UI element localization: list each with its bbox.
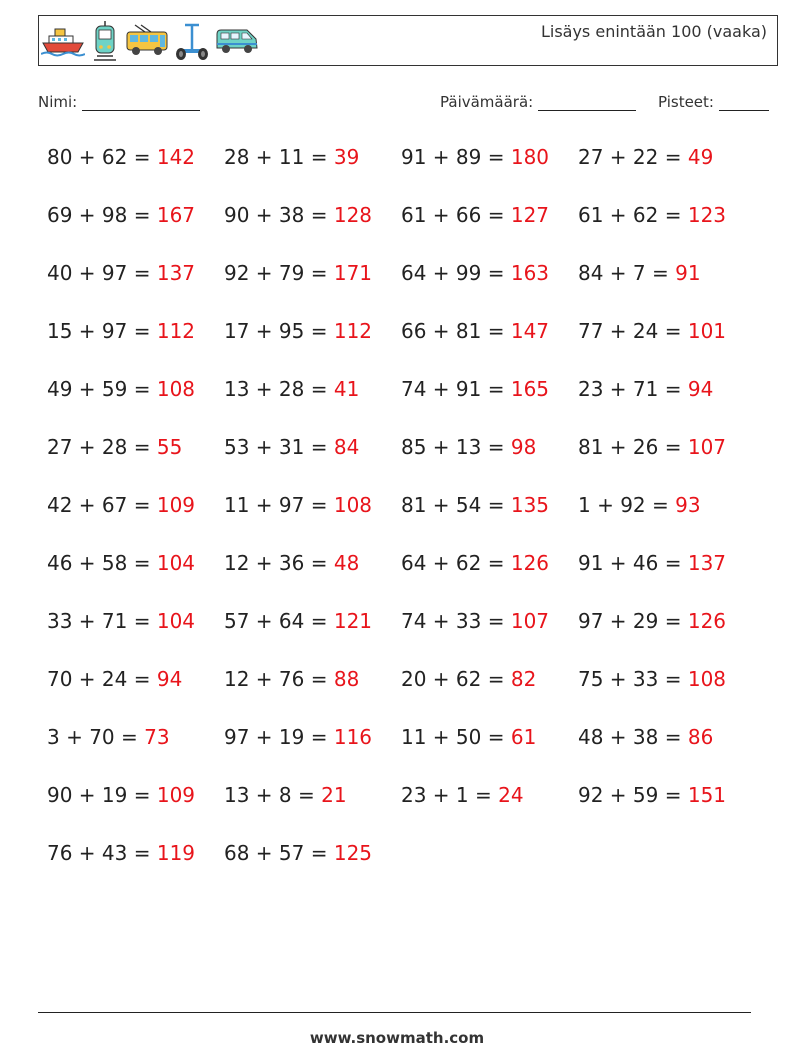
problem-item (224, 667, 359, 691)
problem-item (578, 667, 726, 691)
problem-question: 42 + 67 = (47, 493, 157, 517)
problem-item (224, 609, 372, 633)
problem-answer: 123 (687, 203, 727, 227)
problem-answer: 109 (156, 493, 196, 517)
problem-question: 97 + 29 = (578, 609, 688, 633)
problem-answer: 147 (510, 319, 550, 343)
problem-item (401, 667, 536, 691)
problem-item (224, 841, 372, 865)
problem-answer: 112 (333, 319, 373, 343)
problem-question: 92 + 79 = (224, 261, 334, 285)
problem-answer: 49 (687, 145, 714, 169)
problem-answer: 107 (510, 609, 550, 633)
problem-item (578, 145, 713, 169)
problem-item (47, 261, 195, 285)
problem-question: 84 + 7 = (578, 261, 676, 285)
problem-item (47, 145, 195, 169)
problem-answer: 104 (156, 609, 196, 633)
problem-answer: 127 (510, 203, 550, 227)
problem-question: 46 + 58 = (47, 551, 157, 575)
problem-answer: 39 (333, 145, 360, 169)
problem-question: 90 + 19 = (47, 783, 157, 807)
problem-answer: 135 (510, 493, 550, 517)
problem-question: 61 + 62 = (578, 203, 688, 227)
problem-item (224, 145, 359, 169)
problem-question: 12 + 36 = (224, 551, 334, 575)
problem-item (578, 435, 726, 459)
problem-answer: 41 (333, 377, 360, 401)
date-label: Päivämäärä: (440, 93, 534, 111)
name-field (38, 93, 200, 111)
problem-item (401, 609, 549, 633)
problem-answer: 101 (687, 319, 727, 343)
problem-answer: 163 (510, 261, 550, 285)
problem-question: 97 + 19 = (224, 725, 334, 749)
problem-question: 17 + 95 = (224, 319, 334, 343)
problem-item (224, 725, 372, 749)
problem-item (401, 783, 524, 807)
problem-question: 85 + 13 = (401, 435, 511, 459)
problem-question: 74 + 33 = (401, 609, 511, 633)
trolleybus-icon (125, 24, 169, 58)
problem-item (47, 435, 182, 459)
problem-item (224, 493, 372, 517)
problem-question: 57 + 64 = (224, 609, 334, 633)
problem-item (401, 203, 549, 227)
problem-item (47, 203, 195, 227)
problem-question: 91 + 46 = (578, 551, 688, 575)
problem-answer: 107 (687, 435, 727, 459)
problem-question: 77 + 24 = (578, 319, 688, 343)
problem-question: 90 + 38 = (224, 203, 334, 227)
footer-url: www.snowmath.com (309, 1029, 485, 1047)
problem-question: 49 + 59 = (47, 377, 157, 401)
problem-question: 68 + 57 = (224, 841, 334, 865)
problem-question: 23 + 1 = (401, 783, 499, 807)
problem-item (47, 783, 195, 807)
problem-question: 23 + 71 = (578, 377, 688, 401)
problem-question: 92 + 59 = (578, 783, 688, 807)
problem-item (578, 551, 726, 575)
problem-question: 61 + 66 = (401, 203, 511, 227)
problem-question: 75 + 33 = (578, 667, 688, 691)
problem-item (578, 609, 726, 633)
problem-question: 13 + 28 = (224, 377, 334, 401)
problem-answer: 88 (333, 667, 360, 691)
name-label: Nimi: (38, 93, 78, 111)
footer-divider (38, 1012, 751, 1013)
problem-question: 11 + 97 = (224, 493, 334, 517)
problem-question: 12 + 76 = (224, 667, 334, 691)
problem-answer: 121 (333, 609, 373, 633)
problem-question: 20 + 62 = (401, 667, 511, 691)
problem-question: 80 + 62 = (47, 145, 157, 169)
problem-answer: 84 (333, 435, 360, 459)
problem-item (47, 551, 195, 575)
problem-answer: 126 (510, 551, 550, 575)
score-field (658, 93, 769, 111)
scooter-icon (175, 21, 209, 61)
problem-answer: 61 (510, 725, 537, 749)
problem-question: 66 + 81 = (401, 319, 511, 343)
problem-item (224, 551, 359, 575)
problem-question: 40 + 97 = (47, 261, 157, 285)
problem-item (47, 725, 170, 749)
problem-item (224, 377, 359, 401)
van-icon (215, 26, 259, 56)
score-label: Pisteet: (658, 93, 714, 111)
problem-item (578, 377, 713, 401)
problem-answer: 108 (156, 377, 196, 401)
problem-answer: 104 (156, 551, 196, 575)
problem-question: 1 + 92 = (578, 493, 676, 517)
problem-item (401, 551, 549, 575)
problem-item (578, 783, 726, 807)
problem-item (578, 493, 701, 517)
vehicle-icons (41, 21, 259, 61)
problem-answer: 142 (156, 145, 196, 169)
problem-item (224, 783, 347, 807)
ship-icon (41, 25, 85, 57)
problem-answer: 21 (321, 783, 347, 807)
header-box (38, 15, 778, 66)
problem-answer: 108 (333, 493, 373, 517)
problem-question: 69 + 98 = (47, 203, 157, 227)
problem-answer: 55 (156, 435, 183, 459)
problem-answer: 119 (156, 841, 196, 865)
problem-item (578, 203, 726, 227)
problem-answer: 94 (156, 667, 183, 691)
problem-answer: 109 (156, 783, 196, 807)
problem-item (401, 145, 549, 169)
problem-answer: 137 (156, 261, 196, 285)
problem-item (224, 203, 372, 227)
date-blank-line (538, 94, 636, 111)
problem-question: 91 + 89 = (401, 145, 511, 169)
problem-question: 81 + 54 = (401, 493, 511, 517)
problem-question: 70 + 24 = (47, 667, 157, 691)
problem-item (401, 261, 549, 285)
problem-item (47, 493, 195, 517)
date-field (440, 93, 636, 111)
problem-answer: 24 (498, 783, 524, 807)
problem-item (47, 319, 195, 343)
problem-question: 64 + 62 = (401, 551, 511, 575)
problem-item (401, 725, 536, 749)
problem-answer: 86 (687, 725, 714, 749)
problem-item (401, 377, 549, 401)
problem-item (401, 435, 536, 459)
problem-answer: 73 (144, 725, 170, 749)
problem-answer: 48 (333, 551, 360, 575)
problem-answer: 171 (333, 261, 373, 285)
tram-icon (91, 21, 119, 61)
problem-question: 27 + 22 = (578, 145, 688, 169)
problem-answer: 165 (510, 377, 550, 401)
problem-item (47, 667, 182, 691)
problem-question: 11 + 50 = (401, 725, 511, 749)
problem-answer: 151 (687, 783, 727, 807)
problem-answer: 98 (510, 435, 537, 459)
problem-item (224, 435, 359, 459)
problem-item (578, 725, 713, 749)
problem-question: 15 + 97 = (47, 319, 157, 343)
problem-question: 27 + 28 = (47, 435, 157, 459)
problem-question: 33 + 71 = (47, 609, 157, 633)
problem-answer: 112 (156, 319, 196, 343)
problem-answer: 167 (156, 203, 196, 227)
problem-question: 64 + 99 = (401, 261, 511, 285)
worksheet-title: Lisäys enintään 100 (vaaka) (540, 22, 767, 41)
problem-item (401, 493, 549, 517)
problem-item (47, 841, 195, 865)
problem-item (224, 261, 372, 285)
problem-question: 74 + 91 = (401, 377, 511, 401)
problem-answer: 91 (675, 261, 701, 285)
problem-question: 28 + 11 = (224, 145, 334, 169)
problem-answer: 126 (687, 609, 727, 633)
score-blank-line (719, 94, 769, 111)
problem-answer: 137 (687, 551, 727, 575)
name-blank-line (82, 94, 200, 111)
problem-question: 3 + 70 = (47, 725, 145, 749)
problem-answer: 125 (333, 841, 373, 865)
problem-question: 53 + 31 = (224, 435, 334, 459)
problem-question: 76 + 43 = (47, 841, 157, 865)
problem-item (47, 609, 195, 633)
problem-answer: 94 (687, 377, 714, 401)
problem-answer: 108 (687, 667, 727, 691)
problem-answer: 93 (675, 493, 701, 517)
problem-item (401, 319, 549, 343)
problem-answer: 82 (510, 667, 537, 691)
problem-question: 13 + 8 = (224, 783, 322, 807)
problem-item (578, 261, 701, 285)
problem-question: 81 + 26 = (578, 435, 688, 459)
problem-answer: 116 (333, 725, 373, 749)
problem-item (224, 319, 372, 343)
problem-answer: 180 (510, 145, 550, 169)
problem-item (47, 377, 195, 401)
problem-item (578, 319, 726, 343)
problem-question: 48 + 38 = (578, 725, 688, 749)
problem-answer: 128 (333, 203, 373, 227)
